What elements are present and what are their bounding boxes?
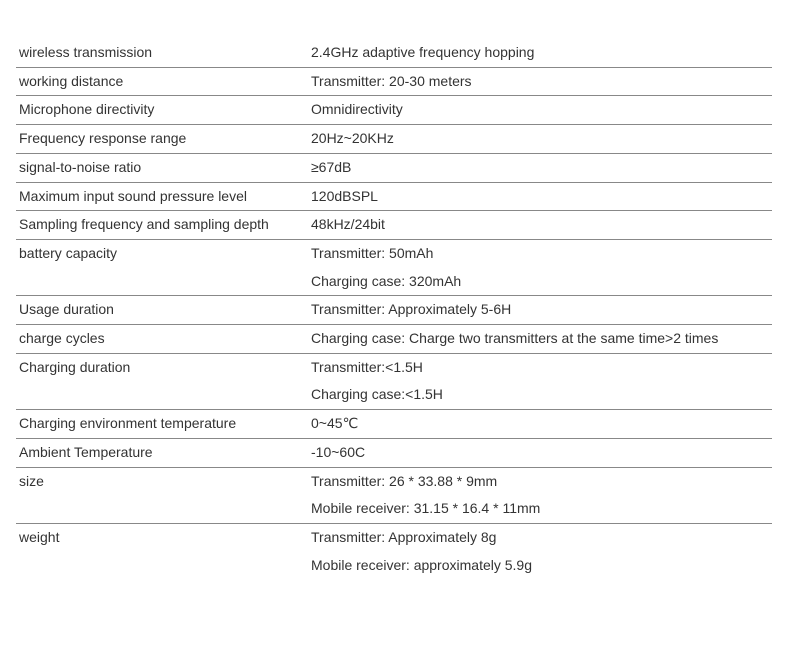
spec-value: Transmitter: Approximately 5-6H xyxy=(311,301,512,318)
table-row xyxy=(16,183,772,212)
spec-value: Transmitter: 26 * 33.88 * 9mm xyxy=(311,472,498,489)
spec-value: Mobile receiver: approximately 5.9g xyxy=(311,556,532,573)
table-row xyxy=(16,154,772,183)
spec-values xyxy=(311,325,772,353)
spec-label: Ambient Temperature xyxy=(19,443,153,460)
spec-value: -10~60C xyxy=(311,443,366,460)
spec-value: Transmitter:<1.5H xyxy=(311,358,423,375)
spec-label: Usage duration xyxy=(19,301,114,318)
table-row xyxy=(16,125,772,154)
spec-label: Frequency response range xyxy=(19,130,187,147)
table-row xyxy=(16,96,772,125)
spec-value: ≥67dB xyxy=(311,158,352,175)
spec-values xyxy=(311,125,772,153)
spec-values xyxy=(311,410,772,438)
spec-label: battery capacity xyxy=(19,244,118,261)
spec-values xyxy=(311,439,772,467)
spec-label: Maximum input sound pressure level xyxy=(19,187,247,204)
spec-values xyxy=(311,39,772,67)
spec-label: signal-to-noise ratio xyxy=(19,158,142,175)
table-row xyxy=(16,39,772,68)
spec-label: working distance xyxy=(19,72,124,89)
spec-value: Charging case: 320mAh xyxy=(311,272,462,289)
table-row xyxy=(16,325,772,354)
spec-table xyxy=(16,39,772,579)
table-row xyxy=(16,211,772,240)
spec-values xyxy=(311,96,772,124)
spec-value: Transmitter: 50mAh xyxy=(311,244,434,261)
spec-value: 0~45℃ xyxy=(311,415,359,432)
spec-values xyxy=(311,354,772,409)
spec-label: size xyxy=(19,472,44,489)
spec-values xyxy=(311,240,772,295)
spec-value: Transmitter: Approximately 8g xyxy=(311,528,497,545)
table-row xyxy=(16,468,772,524)
spec-label: Microphone directivity xyxy=(19,101,155,118)
spec-value: Transmitter: 20-30 meters xyxy=(311,72,472,89)
spec-values xyxy=(311,154,772,182)
spec-label: wireless transmission xyxy=(19,44,153,60)
spec-label: Charging environment temperature xyxy=(19,415,237,432)
spec-value: Charging case:<1.5H xyxy=(311,386,443,403)
spec-values xyxy=(311,183,772,211)
spec-label: charge cycles xyxy=(19,330,105,347)
spec-value: 20Hz~20KHz xyxy=(311,130,394,147)
spec-values xyxy=(311,68,772,96)
spec-value: 48kHz/24bit xyxy=(311,216,385,233)
spec-label: weight xyxy=(19,528,60,545)
table-row xyxy=(16,410,772,439)
spec-label: Charging duration xyxy=(19,358,131,375)
spec-value: Mobile receiver: 31.15 * 16.4 * 11mm xyxy=(311,500,541,517)
spec-value: Charging case: Charge two transmitters at the same time>2 times xyxy=(311,330,719,347)
table-row xyxy=(16,524,772,579)
spec-values xyxy=(311,524,772,579)
spec-values xyxy=(311,211,772,239)
table-row xyxy=(16,240,772,296)
table-row xyxy=(16,354,772,410)
spec-value: 2.4GHz adaptive frequency hopping xyxy=(311,44,535,60)
spec-value: Omnidirectivity xyxy=(311,101,403,118)
spec-value: 120dBSPL xyxy=(311,187,378,204)
table-row xyxy=(16,296,772,325)
table-row xyxy=(16,68,772,97)
table-row xyxy=(16,439,772,468)
spec-label: Sampling frequency and sampling depth xyxy=(19,216,269,233)
spec-values xyxy=(311,296,772,324)
spec-values xyxy=(311,468,772,523)
